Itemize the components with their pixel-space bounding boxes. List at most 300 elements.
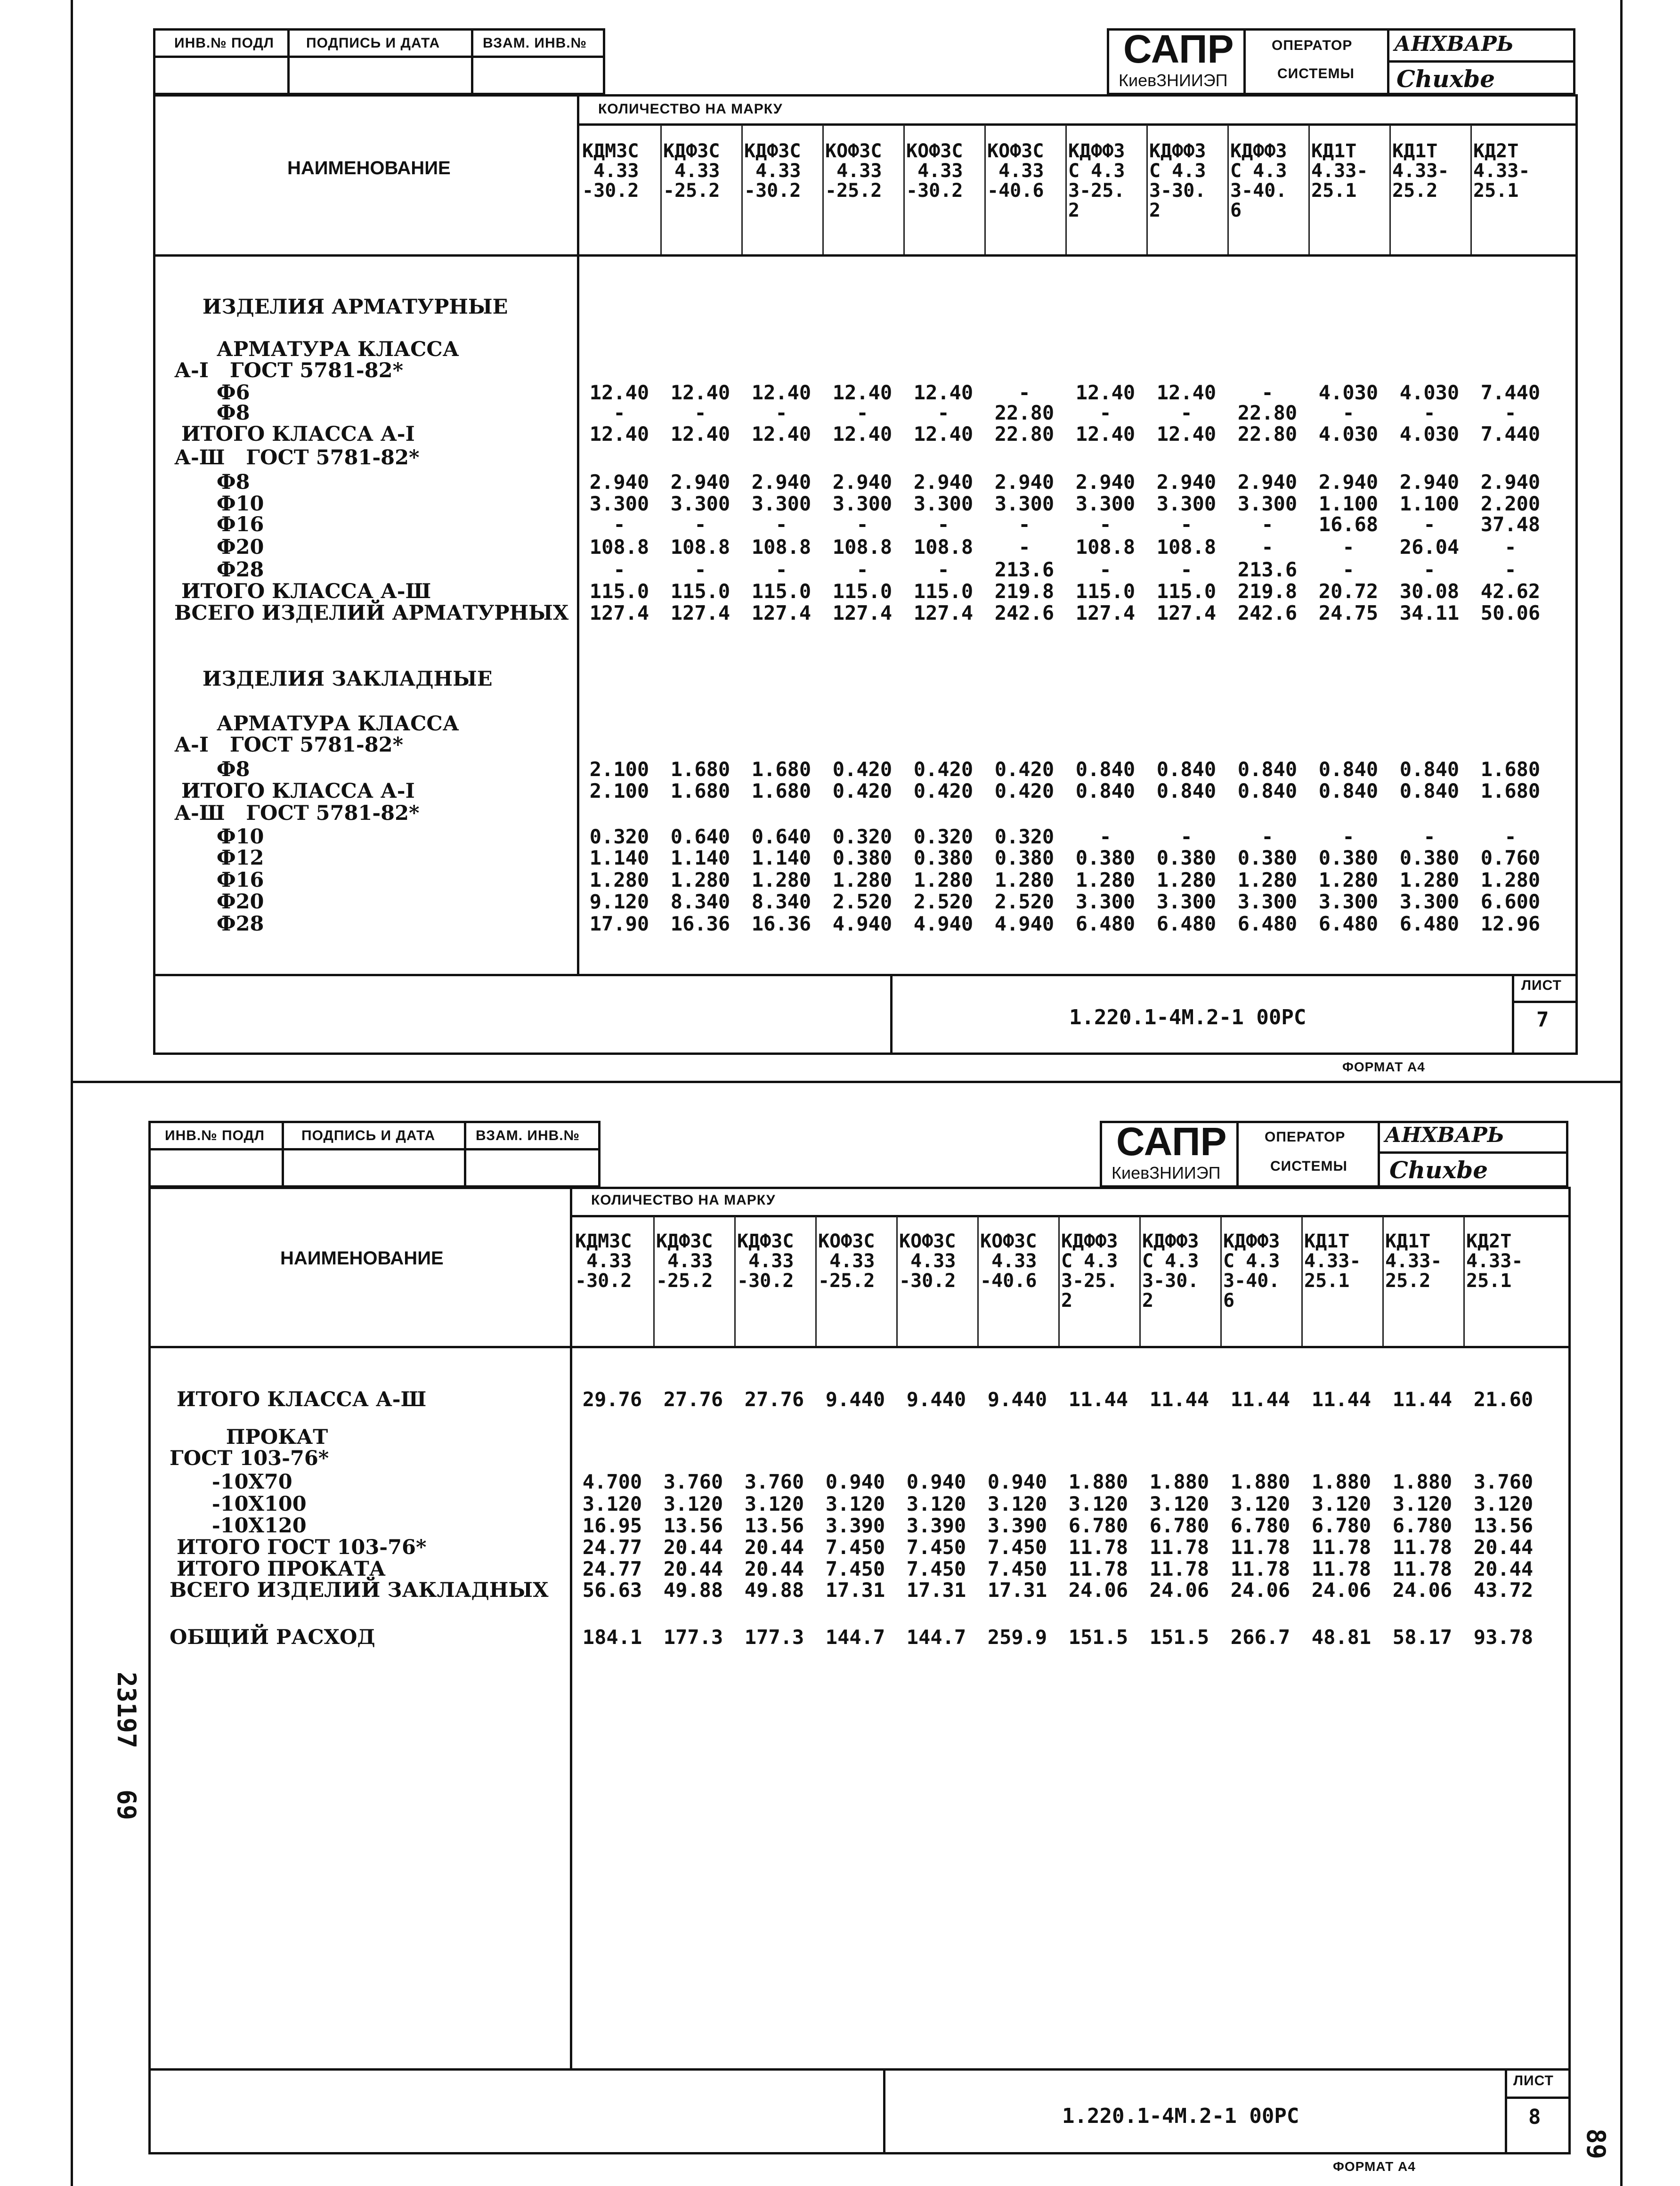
table-cell: - — [1099, 558, 1112, 581]
table-cell: 1.140 — [670, 846, 730, 869]
table-cell: 3.120 — [1392, 1492, 1453, 1515]
table-cell: 219.8 — [994, 580, 1055, 603]
table-cell: 58.17 — [1392, 1626, 1453, 1649]
table-cell: 3.120 — [987, 1492, 1047, 1515]
table-cell: 4.940 — [913, 912, 974, 935]
table-cell: 1.280 — [1318, 868, 1379, 891]
table-cell: 0.940 — [825, 1470, 885, 1493]
table-cell: 22.80 — [1237, 422, 1298, 445]
table-cell: 93.78 — [1473, 1626, 1534, 1649]
table-cell: 12.40 — [1156, 422, 1217, 445]
table-cell: 11.78 — [1311, 1536, 1372, 1559]
table-cell: 3.760 — [663, 1470, 723, 1493]
table-cell: 0.420 — [994, 779, 1055, 802]
table-cell: 115.0 — [913, 580, 974, 603]
table-cell: 20.44 — [1473, 1557, 1534, 1580]
table-cell: 266.7 — [1230, 1626, 1290, 1649]
podpis-data-label: ПОДПИСЬ И ДАТА — [306, 35, 440, 51]
table-cell: - — [1180, 401, 1193, 424]
table-cell: 24.75 — [1318, 601, 1379, 624]
table-cell: - — [1504, 558, 1517, 581]
table-cell: 13.56 — [663, 1514, 723, 1537]
column-separator — [1227, 125, 1229, 254]
table-cell: 16.95 — [582, 1514, 642, 1537]
table-cell: 0.380 — [1075, 846, 1136, 869]
table-cell: 115.0 — [589, 580, 649, 603]
table-cell: 43.72 — [1473, 1579, 1534, 1602]
table-cell: 6.480 — [1156, 912, 1217, 935]
table-cell: 1.680 — [751, 779, 812, 802]
table-cell: 11.78 — [1149, 1536, 1209, 1559]
column-header: КДМЗС 4.33 -30.2 — [582, 140, 639, 202]
table-cell: 2.940 — [1318, 470, 1379, 494]
table-cell: - — [1261, 513, 1274, 536]
table-cell: 30.08 — [1399, 580, 1460, 603]
table-cell: 3.760 — [744, 1470, 804, 1493]
row-label: Ф28 — [174, 558, 264, 582]
table-cell: 42.62 — [1480, 580, 1541, 603]
column-header: КОФЗС 4.33 -25.2 — [825, 140, 882, 202]
table-cell: 0.320 — [832, 825, 893, 848]
column-separator — [1463, 1216, 1465, 1346]
table-cell: 2.940 — [994, 470, 1055, 494]
table-cell: 8.340 — [670, 890, 730, 913]
table-cell: 0.840 — [1075, 779, 1136, 802]
row-label: ПРОКАТ — [170, 1425, 328, 1449]
column-header: КОФЗС 4.33 -40.6 — [987, 140, 1044, 202]
table-cell: 151.5 — [1149, 1626, 1209, 1649]
table-cell: 1.280 — [670, 868, 730, 891]
table-cell: 4.030 — [1318, 381, 1379, 404]
inv-podl-label: ИНВ.№ ПОДЛ — [174, 35, 274, 51]
table-cell: 6.780 — [1068, 1514, 1128, 1537]
table-cell: 0.840 — [1075, 758, 1136, 781]
column-separator — [1146, 125, 1148, 254]
table-cell: - — [1342, 825, 1355, 848]
table-cell: 13.56 — [1473, 1514, 1534, 1537]
column-separator — [1065, 125, 1067, 254]
row-label: ГОСТ 103-76* — [170, 1447, 329, 1470]
table-cell: 12.40 — [1075, 381, 1136, 404]
row-label: АРМАТУРА КЛАССА — [174, 338, 459, 361]
column-separator — [741, 125, 743, 254]
table-cell: 0.840 — [1318, 779, 1379, 802]
table-cell: 11.44 — [1149, 1388, 1209, 1411]
table-cell: 1.100 — [1318, 492, 1379, 515]
table-cell: 1.880 — [1392, 1470, 1453, 1493]
table-cell: 0.420 — [832, 779, 893, 802]
table-cell: 0.840 — [1237, 779, 1298, 802]
table-cell: - — [694, 513, 706, 536]
table-cell: 6.480 — [1399, 912, 1460, 935]
table-cell: 127.4 — [913, 601, 974, 624]
table-cell: 49.88 — [744, 1579, 804, 1602]
table-cell: - — [613, 401, 625, 424]
row-label: Ф10 — [174, 825, 264, 849]
column-header: КОФЗС 4.33 -30.2 — [899, 1231, 956, 1292]
row-label: Ф8 — [174, 401, 250, 425]
table-cell: 0.320 — [994, 825, 1055, 848]
row-label: Ф8 — [174, 470, 250, 494]
table-cell: 2.940 — [1399, 470, 1460, 494]
table-cell: 12.40 — [589, 381, 649, 404]
table-cell: 48.81 — [1311, 1626, 1372, 1649]
table-cell: 0.420 — [994, 758, 1055, 781]
table-cell: 177.3 — [744, 1626, 804, 1649]
table-cell: 12.40 — [751, 381, 812, 404]
table-cell: - — [1342, 535, 1355, 559]
table-cell: - — [613, 513, 625, 536]
table-cell: 1.280 — [832, 868, 893, 891]
table-cell: 12.40 — [670, 422, 730, 445]
vzam-inv-label-p2: ВЗАМ. ИНВ.№ — [476, 1128, 580, 1143]
table-cell: 11.78 — [1068, 1536, 1128, 1559]
table-cell: 3.390 — [906, 1514, 966, 1537]
row-label: Ф10 — [174, 492, 264, 516]
table-cell: 3.120 — [1149, 1492, 1209, 1515]
table-cell: 219.8 — [1237, 580, 1298, 603]
table-cell: 11.44 — [1068, 1388, 1128, 1411]
table-cell: - — [1261, 825, 1274, 848]
table-cell: 16.36 — [751, 912, 812, 935]
row-label: АРМАТУРА КЛАССА — [174, 712, 459, 736]
table-cell: - — [1504, 401, 1517, 424]
row-label: -10X120 — [170, 1514, 307, 1538]
column-header: КДМЗС 4.33 -30.2 — [575, 1231, 632, 1292]
table-cell: 56.63 — [582, 1579, 642, 1602]
outer-left-border — [71, 0, 73, 2186]
row-label: Ф28 — [174, 912, 264, 936]
row-label: Ф12 — [174, 846, 264, 870]
sheet-label-p2: ЛИСТ — [1513, 2073, 1554, 2089]
table-cell: 0.840 — [1156, 758, 1217, 781]
table-cell: 11.78 — [1230, 1536, 1290, 1559]
table-cell: 22.80 — [1237, 401, 1298, 424]
table-cell: 3.390 — [987, 1514, 1047, 1537]
table-cell: 7.450 — [906, 1536, 966, 1559]
inv-podl-label-p2: ИНВ.№ ПОДЛ — [165, 1128, 265, 1143]
table-cell: 108.8 — [751, 535, 812, 559]
table-cell: 11.78 — [1392, 1557, 1453, 1580]
table-cell: 21.60 — [1473, 1388, 1534, 1411]
table-cell: 50.06 — [1480, 601, 1541, 624]
table-cell: 1.140 — [751, 846, 812, 869]
sapr-logo: САПР — [1123, 27, 1234, 71]
table-cell: 1.280 — [1480, 868, 1541, 891]
row-label: Ф6 — [174, 381, 250, 405]
table-cell: 9.440 — [987, 1388, 1047, 1411]
table-cell: 6.780 — [1392, 1514, 1453, 1537]
table-cell: 24.06 — [1068, 1579, 1128, 1602]
table-cell: 20.44 — [744, 1557, 804, 1580]
table-cell: 24.06 — [1311, 1579, 1372, 1602]
table-cell: 2.940 — [589, 470, 649, 494]
table-cell: 6.480 — [1237, 912, 1298, 935]
column-separator — [653, 1216, 655, 1346]
table-cell: - — [1180, 558, 1193, 581]
table-cell: 4.940 — [832, 912, 893, 935]
table-cell: 115.0 — [1156, 580, 1217, 603]
row-label: ИТОГО КЛАССА А-Ш — [174, 580, 431, 603]
table-cell: 0.840 — [1318, 758, 1379, 781]
table-cell: 1.280 — [1399, 868, 1460, 891]
table-cell: 20.72 — [1318, 580, 1379, 603]
table-cell: 3.760 — [1473, 1470, 1534, 1493]
table-cell: 1.140 — [589, 846, 649, 869]
table-cell: 0.380 — [994, 846, 1055, 869]
table-cell: 1.280 — [589, 868, 649, 891]
operator-signature: Chuxbe — [1396, 65, 1495, 93]
column-header: КДФФЗ С 4.3 3-25. 2 — [1061, 1231, 1118, 1312]
table-cell: 0.640 — [670, 825, 730, 848]
table-cell: 7.440 — [1480, 381, 1541, 404]
table-cell: - — [1504, 825, 1517, 848]
table-cell: 24.06 — [1230, 1579, 1290, 1602]
table-cell: 3.300 — [1237, 890, 1298, 913]
table-cell: 3.120 — [1068, 1492, 1128, 1515]
naimenovanie-header-p2: НАИМЕНОВАНИЕ — [280, 1248, 444, 1269]
column-separator — [1389, 125, 1391, 254]
table-cell: 1.680 — [1480, 779, 1541, 802]
sapr-logo-p2: САПР — [1116, 1119, 1227, 1164]
table-cell: - — [856, 558, 868, 581]
column-header: КДФФЗ С 4.3 3-30. 2 — [1149, 140, 1206, 221]
table-cell: - — [1423, 825, 1436, 848]
column-separator — [660, 125, 662, 254]
table-cell: 3.300 — [1156, 890, 1217, 913]
table-cell: 177.3 — [663, 1626, 723, 1649]
table-cell: 1.280 — [1156, 868, 1217, 891]
table-cell: 12.40 — [1075, 422, 1136, 445]
row-label: -10X100 — [170, 1492, 307, 1516]
table-cell: 3.120 — [1230, 1492, 1290, 1515]
row-label: ИТОГО ГОСТ 103-76* — [170, 1536, 427, 1559]
row-label: ИТОГО КЛАССА А-I — [174, 422, 415, 446]
table-cell: 242.6 — [1237, 601, 1298, 624]
table-cell: 108.8 — [832, 535, 893, 559]
table-cell: - — [937, 513, 950, 536]
table-cell: 7.450 — [987, 1557, 1047, 1580]
table-cell: 9.440 — [906, 1388, 966, 1411]
row-label: -10X70 — [170, 1470, 292, 1494]
table-cell: 3.300 — [670, 492, 730, 515]
table-cell: 7.450 — [825, 1557, 885, 1580]
table-cell: - — [937, 558, 950, 581]
table-cell: 1.280 — [1237, 868, 1298, 891]
table-cell: 2.520 — [913, 890, 974, 913]
table-cell: 22.80 — [994, 422, 1055, 445]
table-cell: - — [1342, 558, 1355, 581]
column-header: КД2Т 4.33- 25.1 — [1473, 140, 1530, 202]
table-cell: 0.840 — [1399, 758, 1460, 781]
table-cell: 1.280 — [913, 868, 974, 891]
table-cell: 3.300 — [1237, 492, 1298, 515]
table-cell: 108.8 — [670, 535, 730, 559]
table-cell: - — [775, 558, 787, 581]
kolichestvo-label: КОЛИЧЕСТВО НА МАРКУ — [598, 101, 783, 117]
table-cell: 4.700 — [582, 1470, 642, 1493]
table-cell: - — [1099, 513, 1112, 536]
column-separator — [1139, 1216, 1141, 1346]
column-header: КОФЗС 4.33 -25.2 — [818, 1231, 875, 1292]
table-cell: 27.76 — [663, 1388, 723, 1411]
table-cell: 0.840 — [1399, 779, 1460, 802]
table-cell: - — [1099, 825, 1112, 848]
table-cell: 12.40 — [832, 422, 893, 445]
table-cell: 1.880 — [1068, 1470, 1128, 1493]
table-cell: - — [613, 558, 625, 581]
page-separator — [71, 1081, 1623, 1083]
table-cell: 17.31 — [906, 1579, 966, 1602]
table-cell: 3.120 — [825, 1492, 885, 1515]
table-cell: 0.420 — [913, 779, 974, 802]
column-header: КДФФЗ С 4.3 3-40. 6 — [1223, 1231, 1280, 1312]
column-separator — [822, 125, 824, 254]
table-cell: - — [856, 513, 868, 536]
sheet-number-p2: 8 — [1528, 2105, 1541, 2129]
row-label: Ф20 — [174, 890, 264, 914]
table-cell: 20.44 — [663, 1557, 723, 1580]
table-cell: 3.300 — [1156, 492, 1217, 515]
table-cell: 1.280 — [994, 868, 1055, 891]
table-cell: 2.520 — [832, 890, 893, 913]
outer-right-border — [1620, 0, 1623, 2186]
column-header: КДФЗС 4.33 -30.2 — [737, 1231, 794, 1292]
table-cell: 0.380 — [832, 846, 893, 869]
sheet-number-p1: 7 — [1536, 1008, 1549, 1032]
table-cell: 0.380 — [1156, 846, 1217, 869]
table-cell: 49.88 — [663, 1579, 723, 1602]
table-cell: 20.44 — [663, 1536, 723, 1559]
table-cell: 20.44 — [744, 1536, 804, 1559]
table-cell: 115.0 — [751, 580, 812, 603]
row-label: ИТОГО ПРОКАТА — [170, 1557, 386, 1581]
column-header: КДФФЗ С 4.3 3-30. 2 — [1142, 1231, 1199, 1312]
table-cell: 37.48 — [1480, 513, 1541, 536]
table-cell: 0.840 — [1237, 758, 1298, 781]
table-cell: 2.940 — [1480, 470, 1541, 494]
naimenovanie-header: НАИМЕНОВАНИЕ — [287, 158, 451, 178]
table-cell: 3.300 — [994, 492, 1055, 515]
table-cell: 6.600 — [1480, 890, 1541, 913]
table-cell: - — [1504, 535, 1517, 559]
table-cell: 7.450 — [825, 1536, 885, 1559]
table-cell: 13.56 — [744, 1514, 804, 1537]
table-cell: 7.440 — [1480, 422, 1541, 445]
table-cell: 0.380 — [1399, 846, 1460, 869]
table-cell: 2.940 — [1075, 470, 1136, 494]
table-cell: 1.680 — [1480, 758, 1541, 781]
table-cell: 2.940 — [670, 470, 730, 494]
operator-label: ОПЕРАТОР — [1272, 38, 1353, 53]
table-cell: 17.31 — [987, 1579, 1047, 1602]
operator-label-p2: ОПЕРАТОР — [1265, 1129, 1346, 1145]
table-cell: 0.420 — [913, 758, 974, 781]
table-cell: 3.120 — [1473, 1492, 1534, 1515]
table-cell: 127.4 — [589, 601, 649, 624]
table-cell: - — [1261, 381, 1274, 404]
table-cell: - — [775, 401, 787, 424]
table-cell: 22.80 — [994, 401, 1055, 424]
table-cell: 11.78 — [1311, 1557, 1372, 1580]
table-cell: 151.5 — [1068, 1626, 1128, 1649]
table-cell: 34.11 — [1399, 601, 1460, 624]
table-cell: 12.40 — [670, 381, 730, 404]
table-cell: - — [1180, 825, 1193, 848]
row-label: ИЗДЕЛИЯ ЗАКЛАДНЫЕ — [174, 667, 493, 691]
table-cell: - — [856, 401, 868, 424]
row-label: ВСЕГО ИЗДЕЛИЙ АРМАТУРНЫХ — [174, 601, 569, 625]
table-cell: 11.44 — [1230, 1388, 1290, 1411]
column-header: КДФЗС 4.33 -25.2 — [663, 140, 720, 202]
org-name-p2: КиевЗНИИЭП — [1112, 1163, 1221, 1182]
format-label-p1: ФОРМАТ А4 — [1342, 1060, 1425, 1074]
table-cell: 12.40 — [913, 381, 974, 404]
table-cell: 3.300 — [913, 492, 974, 515]
table-cell: 2.940 — [751, 470, 812, 494]
table-cell: 108.8 — [589, 535, 649, 559]
row-label: Ф16 — [174, 868, 264, 892]
table-cell: 29.76 — [582, 1388, 642, 1411]
table-cell: 3.300 — [1075, 492, 1136, 515]
table-cell: 0.380 — [1237, 846, 1298, 869]
table-cell: 6.480 — [1075, 912, 1136, 935]
table-cell: 144.7 — [906, 1626, 966, 1649]
table-cell: 2.520 — [994, 890, 1055, 913]
table-cell: 6.780 — [1230, 1514, 1290, 1537]
table-cell: - — [1180, 513, 1193, 536]
row-label: ИТОГО КЛАССА А-I — [174, 779, 415, 803]
table-cell: - — [1018, 535, 1031, 559]
table-cell: 2.100 — [589, 758, 649, 781]
table-cell: 3.300 — [589, 492, 649, 515]
table-cell: 3.300 — [1318, 890, 1379, 913]
table-cell: 115.0 — [1075, 580, 1136, 603]
table-cell: 108.8 — [1075, 535, 1136, 559]
table-cell: 213.6 — [1237, 558, 1298, 581]
table-cell: 2.200 — [1480, 492, 1541, 515]
column-header: КДФЗС 4.33 -25.2 — [656, 1231, 713, 1292]
column-header: КД1Т 4.33- 25.1 — [1311, 140, 1368, 202]
column-header: КДФЗС 4.33 -30.2 — [744, 140, 801, 202]
column-header: КД1Т 4.33- 25.2 — [1385, 1231, 1442, 1292]
podpis-data-label-p2: ПОДПИСЬ И ДАТА — [301, 1128, 436, 1143]
table-cell: - — [694, 401, 706, 424]
table-cell: 11.44 — [1392, 1388, 1453, 1411]
table-cell: 213.6 — [994, 558, 1055, 581]
table-cell: - — [1423, 558, 1436, 581]
vzam-inv-label: ВЗАМ. ИНВ.№ — [483, 35, 587, 51]
table-cell: 0.320 — [913, 825, 974, 848]
table-cell: 12.40 — [1156, 381, 1217, 404]
table-cell: 3.120 — [663, 1492, 723, 1515]
column-separator — [1470, 125, 1472, 254]
table-cell: - — [775, 513, 787, 536]
table-cell: 2.940 — [832, 470, 893, 494]
table-cell: 1.100 — [1399, 492, 1460, 515]
table-cell: 3.120 — [744, 1492, 804, 1515]
table-cell: - — [1099, 401, 1112, 424]
table-cell: 0.940 — [906, 1470, 966, 1493]
table-cell: 108.8 — [913, 535, 974, 559]
table-cell: 1.280 — [1075, 868, 1136, 891]
table-cell: 24.06 — [1392, 1579, 1453, 1602]
row-label: ОБЩИЙ РАСХОД — [170, 1626, 375, 1649]
kolichestvo-label-p2: КОЛИЧЕСТВО НА МАРКУ — [591, 1192, 776, 1208]
column-separator — [1301, 1216, 1303, 1346]
row-label: Ф8 — [174, 758, 250, 781]
row-label: Ф16 — [174, 513, 264, 536]
